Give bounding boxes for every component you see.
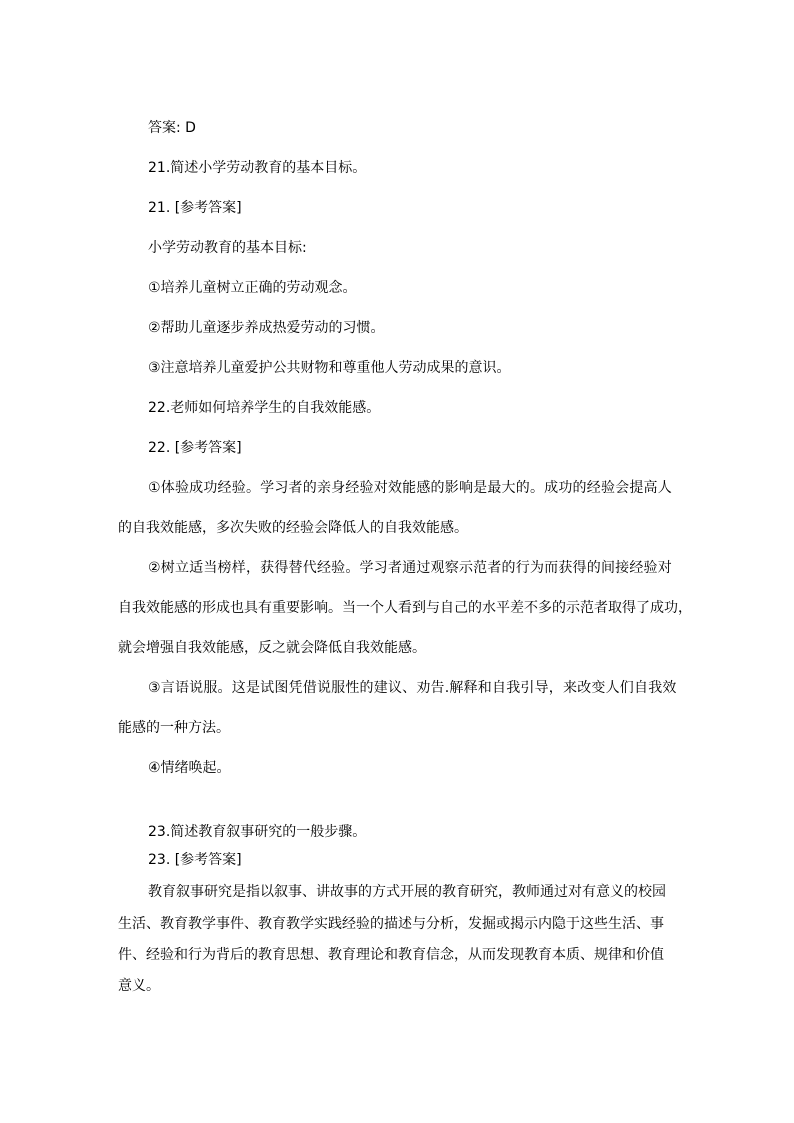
answer-22-item-3-line-1: ③言语说服。这是试图凭借说服性的建议、劝告.解释和自我引导，来改变人们自我效 xyxy=(148,680,677,696)
answer-23-line-3: 件、经验和行为背后的教育思想、教育理论和教育信念，从而发现教育本质、规律和价值 xyxy=(118,947,664,963)
answer-22-item-2-line-1: ②树立适当榜样，获得替代经验。学习者通过观察示范者的行为而获得的间接经验对 xyxy=(148,560,672,576)
answer-21-item-3: ③注意培养儿童爱护公共财物和尊重他人劳动成果的意识。 xyxy=(148,360,511,376)
reference-answer-23: 23. [参考答案] xyxy=(148,852,242,868)
answer-21-intro: 小学劳动教育的基本目标: xyxy=(148,240,307,256)
answer-21-item-1: ①培养儿童树立正确的劳动观念。 xyxy=(148,280,357,296)
question-22: 22.老师如何培养学生的自我效能感。 xyxy=(148,400,381,416)
answer-22-item-4: ④情绪唤起。 xyxy=(148,760,231,776)
answer-23-line-1: 教育叙事研究是指以叙事、讲故事的方式开展的教育研究，教师通过对有意义的校园 xyxy=(148,884,666,900)
question-23: 23.简述教育叙事研究的一般步骤。 xyxy=(148,824,367,840)
answer-23-line-2: 生活、教育教学事件、教育教学实践经验的描述与分析，发掘或揭示内隐于这些生活、事 xyxy=(118,916,664,932)
answer-23-line-4: 意义。 xyxy=(118,978,160,994)
question-21: 21.简述小学劳动教育的基本目标。 xyxy=(148,160,367,176)
answer-22-item-3-line-2: 能感的一种方法。 xyxy=(118,720,230,736)
reference-answer-22: 22. [参考答案] xyxy=(148,440,242,456)
answer-22-item-1-line-2: 的自我效能感，多次失败的经验会降低人的自我效能感。 xyxy=(118,520,468,536)
answer-22-item-2-line-3: 就会增强自我效能感，反之就会降低自我效能感。 xyxy=(118,640,426,656)
answer-line: 答案: D xyxy=(148,120,196,136)
reference-answer-21: 21. [参考答案] xyxy=(148,200,242,216)
answer-22-item-2-line-2: 自我效能感的形成也具有重要影响。当一个人看到与自己的水平差不多的示范者取得了成功， xyxy=(118,600,692,616)
answer-22-item-1-line-1: ①体验成功经验。学习者的亲身经验对效能感的影响是最大的。成功的经验会提高人 xyxy=(148,480,672,496)
answer-21-item-2: ②帮助儿童逐步养成热爱劳动的习惯。 xyxy=(148,320,385,336)
